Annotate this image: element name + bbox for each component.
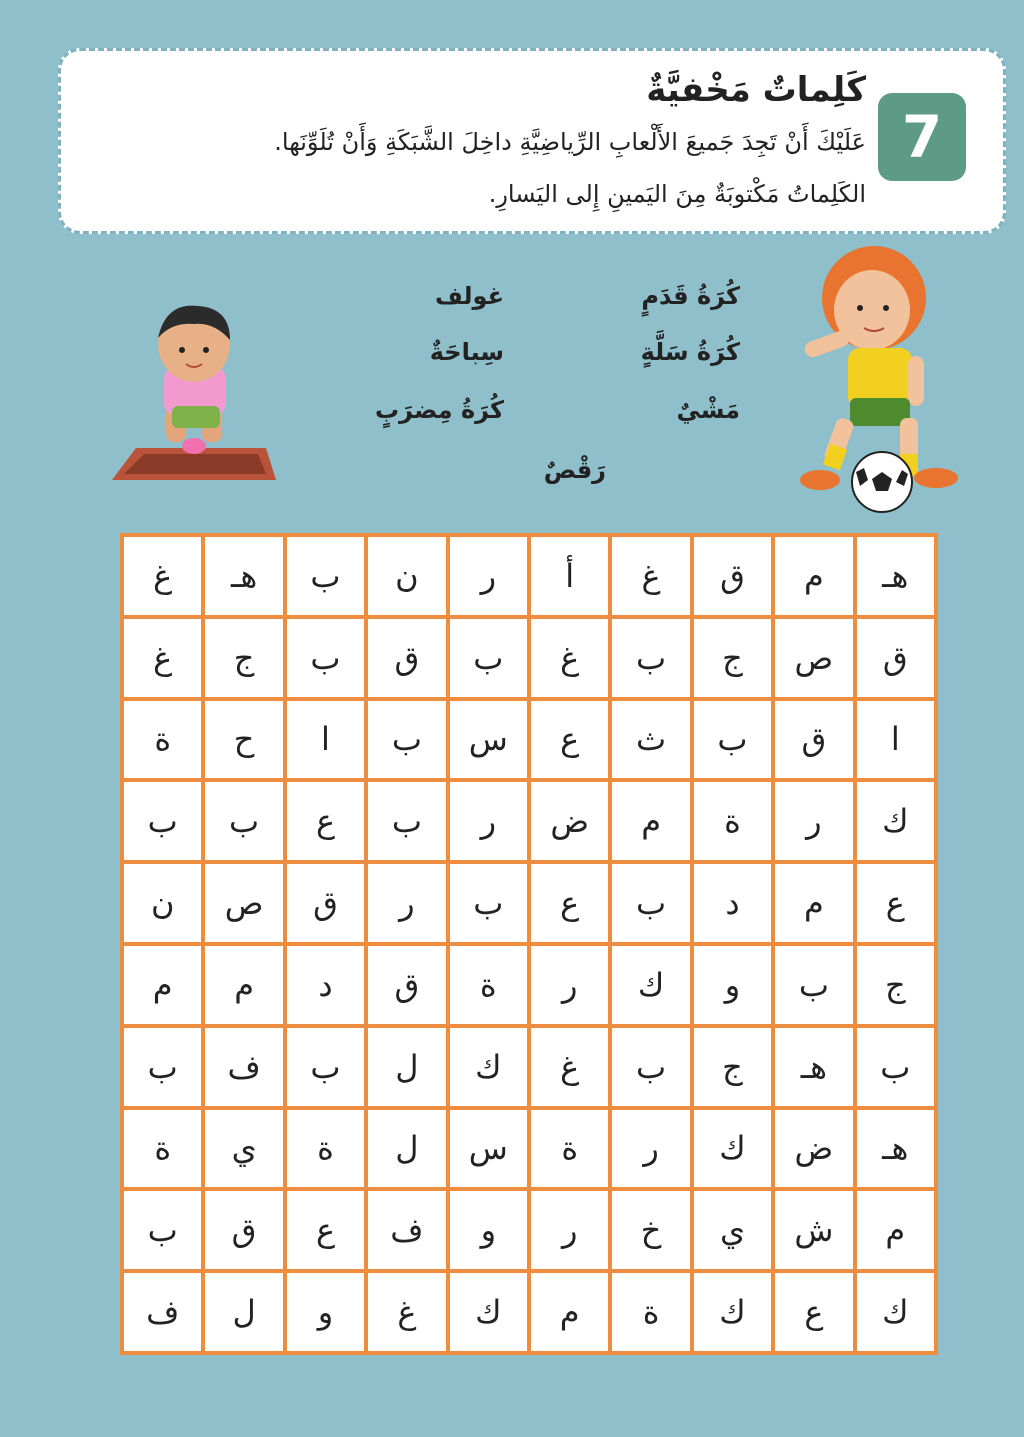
grid-cell[interactable]: ك [694, 1273, 771, 1351]
instruction-line-2: الكَلِماتُ مَكْتوبَةٌ مِنَ اليَمينِ إِلى اليَسارِ. [488, 180, 866, 208]
runner-illustration [106, 298, 282, 488]
word-tennis: كُرَةُ مِضرَبٍ [375, 396, 504, 424]
grid-cell[interactable]: هـ [205, 537, 282, 615]
grid-cell[interactable]: هـ [775, 1028, 852, 1106]
grid-cell[interactable]: ك [857, 782, 934, 860]
grid-cell[interactable]: ب [205, 782, 282, 860]
grid-cell[interactable]: ة [531, 1110, 608, 1188]
grid-cell[interactable]: غ [531, 1028, 608, 1106]
grid-cell[interactable]: ض [531, 782, 608, 860]
grid-cell[interactable]: ن [368, 537, 445, 615]
grid-cell[interactable]: ج [857, 946, 934, 1024]
grid-cell[interactable]: ب [775, 946, 852, 1024]
grid-cell[interactable]: ي [694, 1191, 771, 1269]
grid-cell[interactable]: و [450, 1191, 527, 1269]
grid-cell[interactable]: ا [857, 701, 934, 779]
grid-cell[interactable]: ي [205, 1110, 282, 1188]
word-swimming: سِباحَةٌ [429, 338, 504, 366]
grid-cell[interactable]: ب [124, 1028, 201, 1106]
grid-cell[interactable]: ش [775, 1191, 852, 1269]
word-basketball: كُرَةُ سَلَّةٍ [640, 338, 740, 366]
grid-cell[interactable]: ل [368, 1110, 445, 1188]
grid-cell[interactable]: ر [531, 946, 608, 1024]
grid-cell[interactable]: م [857, 1191, 934, 1269]
grid-cell[interactable]: ص [775, 619, 852, 697]
grid-cell[interactable]: ض [775, 1110, 852, 1188]
grid-cell[interactable]: ع [287, 782, 364, 860]
word-search-grid [120, 533, 938, 1355]
grid-cell[interactable]: ب [124, 782, 201, 860]
word-golf: غولف [434, 282, 504, 310]
grid-cell[interactable]: ج [694, 1028, 771, 1106]
grid-cell[interactable]: ك [612, 946, 689, 1024]
grid-cell[interactable]: ب [450, 864, 527, 942]
grid-cell[interactable]: ق [368, 946, 445, 1024]
grid-cell[interactable]: غ [124, 537, 201, 615]
grid-cell[interactable]: ق [775, 701, 852, 779]
grid-cell[interactable]: ة [694, 782, 771, 860]
grid-cell[interactable]: س [450, 1110, 527, 1188]
grid-cell[interactable]: غ [531, 619, 608, 697]
grid-cell[interactable]: ب [612, 864, 689, 942]
grid-cell[interactable]: ك [857, 1273, 934, 1351]
grid-cell[interactable]: ك [450, 1028, 527, 1106]
grid-cell[interactable]: ر [450, 537, 527, 615]
grid-cell[interactable]: ق [694, 537, 771, 615]
word-walking: مَشْيٌ [676, 396, 740, 424]
soccer-player-illustration [790, 232, 970, 514]
grid-cell[interactable]: ب [450, 619, 527, 697]
grid-cell[interactable]: هـ [857, 1110, 934, 1188]
grid-cell[interactable]: ف [205, 1028, 282, 1106]
grid-cell[interactable]: غ [124, 619, 201, 697]
grid-cell[interactable]: م [205, 946, 282, 1024]
grid-cell[interactable]: ف [124, 1273, 201, 1351]
instruction-line-1: عَلَيْكَ أَنْ تَجِدَ جَميعَ الأَلْعابِ الرِّياضِيَّةِ داخِلَ الشَّبَكَةِ وَأَنْ تُلَوِّنَها. [274, 128, 866, 156]
grid-cell[interactable]: ب [368, 782, 445, 860]
grid-cell[interactable]: و [287, 1273, 364, 1351]
grid-cell[interactable]: ك [450, 1273, 527, 1351]
grid-cell[interactable]: ج [694, 619, 771, 697]
grid-cell[interactable]: ر [368, 864, 445, 942]
grid-cell[interactable]: ر [612, 1110, 689, 1188]
grid-cell[interactable]: ة [287, 1110, 364, 1188]
word-dancing: رَقْصٌ [543, 456, 606, 484]
grid-cell[interactable]: م [775, 537, 852, 615]
grid-cell[interactable]: ر [531, 1191, 608, 1269]
grid-cell[interactable]: ق [857, 619, 934, 697]
grid-cell[interactable]: ب [694, 701, 771, 779]
grid-cell[interactable]: ع [287, 1191, 364, 1269]
grid-cell[interactable]: م [612, 782, 689, 860]
grid-cell[interactable]: س [450, 701, 527, 779]
grid-cell[interactable]: ث [612, 701, 689, 779]
grid-cell[interactable]: ع [531, 701, 608, 779]
grid-cell[interactable]: ج [205, 619, 282, 697]
grid-cell[interactable]: غ [612, 537, 689, 615]
grid-cell[interactable]: ق [205, 1191, 282, 1269]
grid-cell[interactable]: د [287, 946, 364, 1024]
grid-cell[interactable]: ن [124, 864, 201, 942]
grid-cell[interactable]: ل [205, 1273, 282, 1351]
grid-cell[interactable]: ب [612, 619, 689, 697]
grid-cell[interactable]: ع [857, 864, 934, 942]
grid-cell[interactable]: غ [368, 1273, 445, 1351]
grid-cell[interactable]: و [694, 946, 771, 1024]
grid-cell[interactable]: ص [205, 864, 282, 942]
word-football: كُرَةُ قَدَمٍ [641, 282, 740, 310]
grid-cell[interactable]: ك [694, 1110, 771, 1188]
grid-cell[interactable]: م [124, 946, 201, 1024]
grid-cell[interactable]: ة [612, 1273, 689, 1351]
grid-cell[interactable]: ب [368, 701, 445, 779]
grid-cell[interactable]: ة [124, 701, 201, 779]
grid-cell[interactable]: د [694, 864, 771, 942]
grid-cell[interactable]: ر [775, 782, 852, 860]
grid-cell[interactable]: م [775, 864, 852, 942]
exercise-number-badge: 7 [878, 93, 966, 181]
grid-cell[interactable]: م [531, 1273, 608, 1351]
grid-cell[interactable]: ح [205, 701, 282, 779]
grid-cell[interactable]: ب [287, 537, 364, 615]
grid-cell[interactable]: ل [368, 1028, 445, 1106]
grid-cell[interactable]: ب [287, 619, 364, 697]
grid-cell[interactable]: ة [450, 946, 527, 1024]
grid-cell[interactable]: ر [450, 782, 527, 860]
exercise-title: كَلِماتٌ مَخْفيَّةٌ [646, 70, 866, 110]
grid-cell[interactable]: ا [287, 701, 364, 779]
grid-cell[interactable]: ق [287, 864, 364, 942]
grid-cell[interactable]: هـ [857, 537, 934, 615]
grid-cell[interactable]: ع [531, 864, 608, 942]
grid-cell[interactable]: ب [857, 1028, 934, 1106]
grid-cell[interactable]: ق [368, 619, 445, 697]
grid-cell[interactable]: ع [775, 1273, 852, 1351]
grid-cell[interactable]: أ [531, 537, 608, 615]
grid-cell[interactable]: خ [612, 1191, 689, 1269]
grid-cell[interactable]: ب [612, 1028, 689, 1106]
grid-cell[interactable]: ب [124, 1191, 201, 1269]
grid-cell[interactable]: ف [368, 1191, 445, 1269]
grid-cell[interactable]: ب [287, 1028, 364, 1106]
grid-cell[interactable]: ة [124, 1110, 201, 1188]
